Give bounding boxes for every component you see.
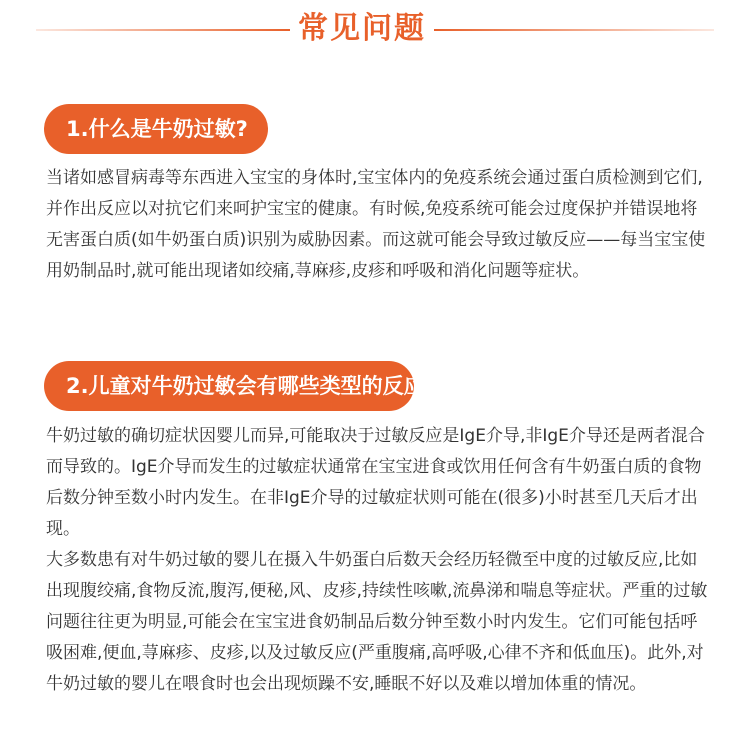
header-divider-left xyxy=(36,29,290,31)
faq-answer-2-paragraph-2: 大多数患有对牛奶过敏的婴儿在摄入牛奶蛋白后数天会经历轻微至中度的过敏反应,比如出现腹绞痛,食物反流,腹泻,便秘,风、皮疹,持续性咳嗽,流鼻涕和喘息等症状。严重的过敏问题往往更为明显,可能会在宝宝进食奶制品后数分钟至数小时内发生。它们可能包括呼吸困难,便血,荨麻疹、皮疹,以及过敏反应(严重腹痛,高呼吸,心律不齐和低血压)。此外,对牛奶过敏的婴儿在喂食时也会出现烦躁不安,睡眠不好以及难以增加体重的情况。 xyxy=(46,550,708,694)
faq-answer-2-paragraph-1: 牛奶过敏的确切症状因婴儿而异,可能取决于过敏反应是IgE介导,非IgE介导还是两者混合而导致的。IgE介导而发生的过敏症状通常在宝宝进食或饮用任何含有牛奶蛋白质的食物后数分钟至数小时内发生。在非IgE介导的过敏症状则可能在(很多)小时甚至几天后才出现。 xyxy=(46,426,705,539)
header-divider-right xyxy=(434,29,714,31)
faq-answer-1 xyxy=(46,163,714,287)
section-header xyxy=(0,0,750,58)
faq-question-1: 1.什么是牛奶过敏? xyxy=(44,104,268,154)
faq-question-2: 2.儿童对牛奶过敏会有哪些类型的反应? xyxy=(44,361,414,411)
faq-answer-2 xyxy=(46,421,714,700)
faq-answer-1-paragraph-1: 当诸如感冒病毒等东西进入宝宝的身体时,宝宝体内的免疫系统会通过蛋白质检测到它们,并作出反应以对抗它们来呵护宝宝的健康。有时候,免疫系统可能会过度保护并错误地将无害蛋白质(如牛奶蛋白质)识别为威胁因素。而这就可能会导致过敏反应——每当宝宝使用奶制品时,就可能出现诸如绞痛,荨麻疹,皮疹和呼吸和消化问题等症状。 xyxy=(46,168,706,281)
page-title: 常见问题 xyxy=(298,11,426,46)
